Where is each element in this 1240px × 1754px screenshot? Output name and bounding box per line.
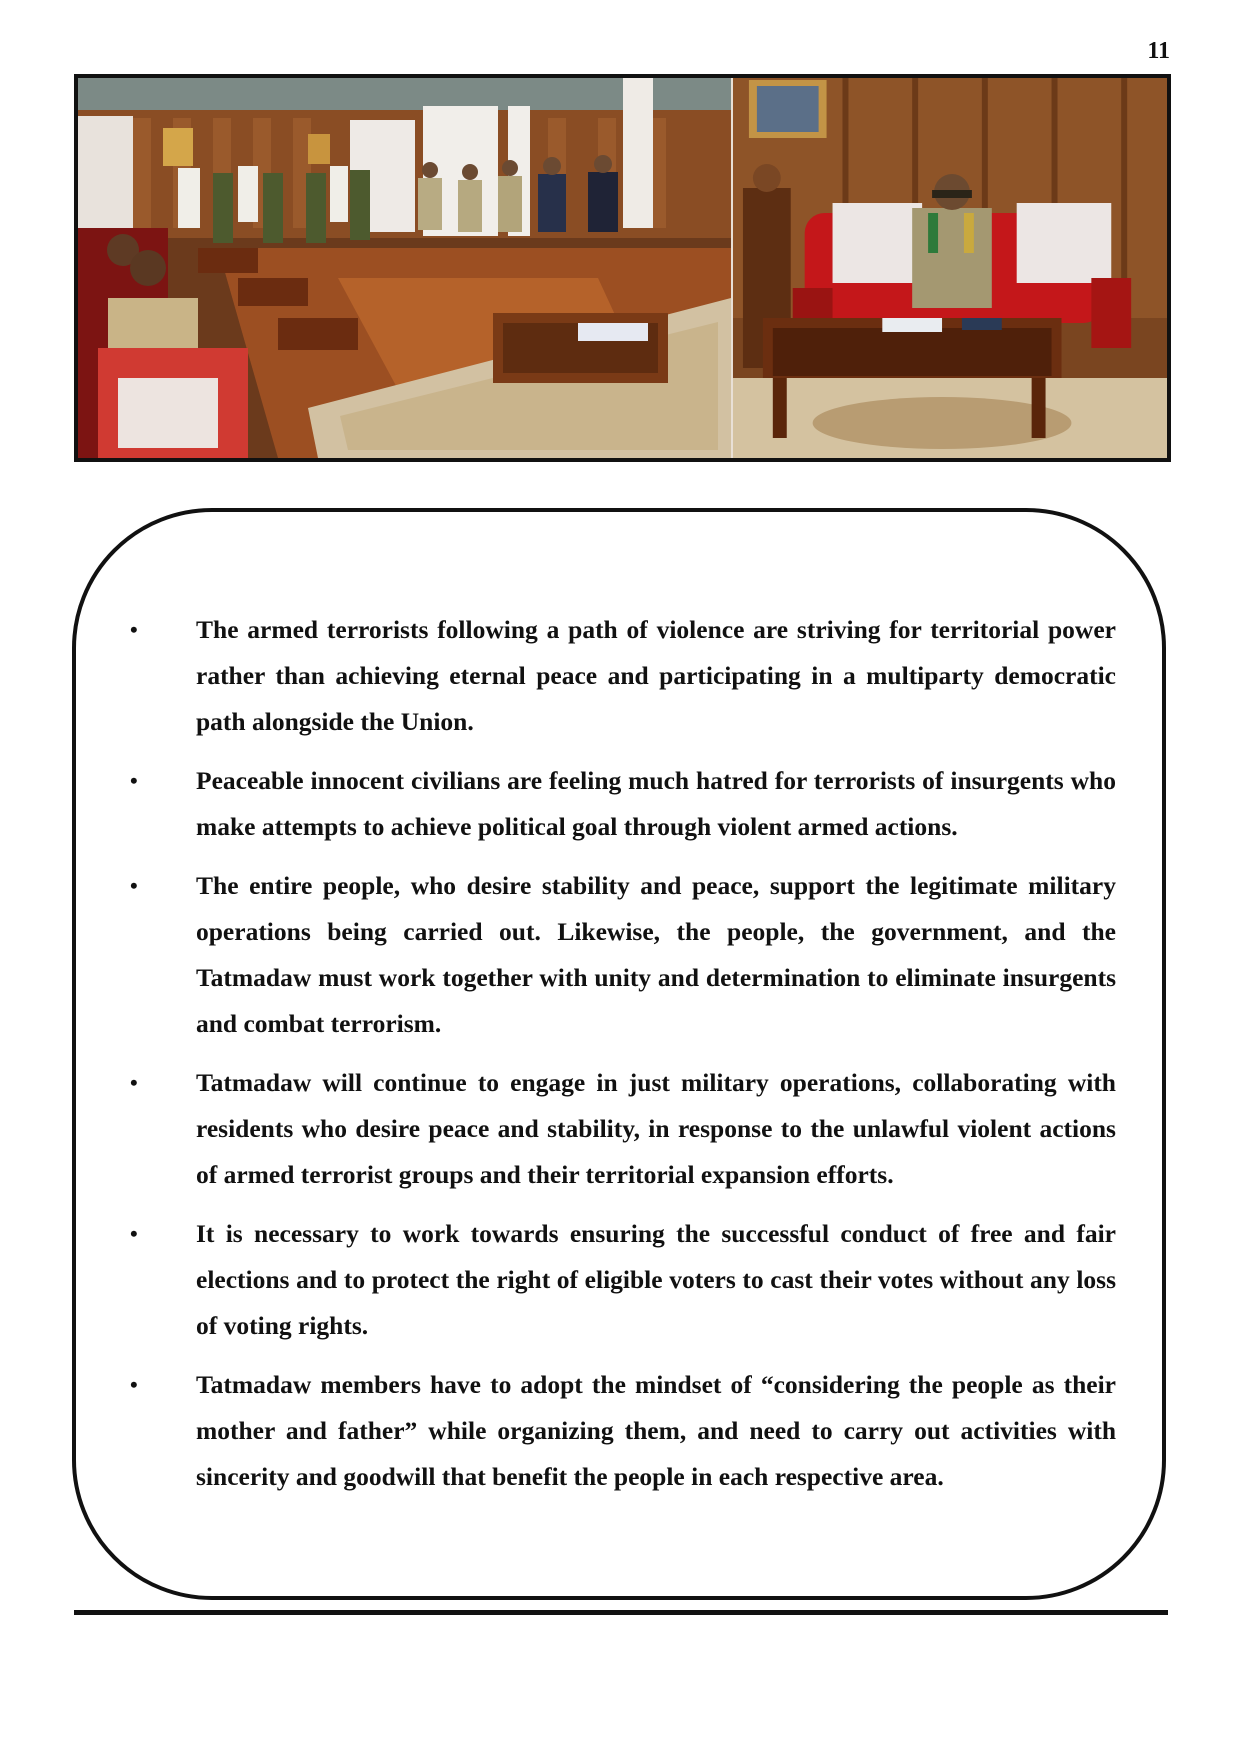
list-item: • Peaceable innocent civilians are feeling much hatred for terrorists of insurgents who make attempts to achieve political goal through violent armed actions. bbox=[118, 758, 1116, 850]
photo-strip bbox=[74, 74, 1171, 462]
list-item: • It is necessary to work towards ensuring the successful conduct of free and fair elections and to protect the right of eligible voters to cast their votes without any loss of voting rights. bbox=[118, 1211, 1116, 1349]
list-item: • Tatmadaw will continue to engage in just military operations, collaborating with residents who desire peace and stability, in response to the unlawful violent actions of armed terrorist groups and their territorial expansion efforts. bbox=[118, 1060, 1116, 1198]
bottom-divider bbox=[74, 1610, 1168, 1615]
key-points-list bbox=[118, 607, 1116, 1513]
list-item: • The armed terrorists following a path of violence are striving for territorial power rather than achieving eternal peace and participating in a multiparty democratic path alongside the Union. bbox=[118, 607, 1116, 745]
list-item: • Tatmadaw members have to adopt the mindset of “considering the people as their mother and father” while organizing them, and need to carry out activities with sincerity and goodwill that benefit the people in each respective area. bbox=[118, 1362, 1116, 1500]
key-points-box bbox=[72, 508, 1166, 1600]
senior-officer-seated-photo bbox=[733, 78, 1167, 458]
meeting-room-photo bbox=[78, 78, 733, 458]
page-number: 11 bbox=[1147, 38, 1170, 64]
list-item: • The entire people, who desire stability and peace, support the legitimate military operations being carried out. Likewise, the people, the government, and the Tatmadaw must work together with unity and determination to eliminate insurgents and combat terrorism. bbox=[118, 863, 1116, 1047]
